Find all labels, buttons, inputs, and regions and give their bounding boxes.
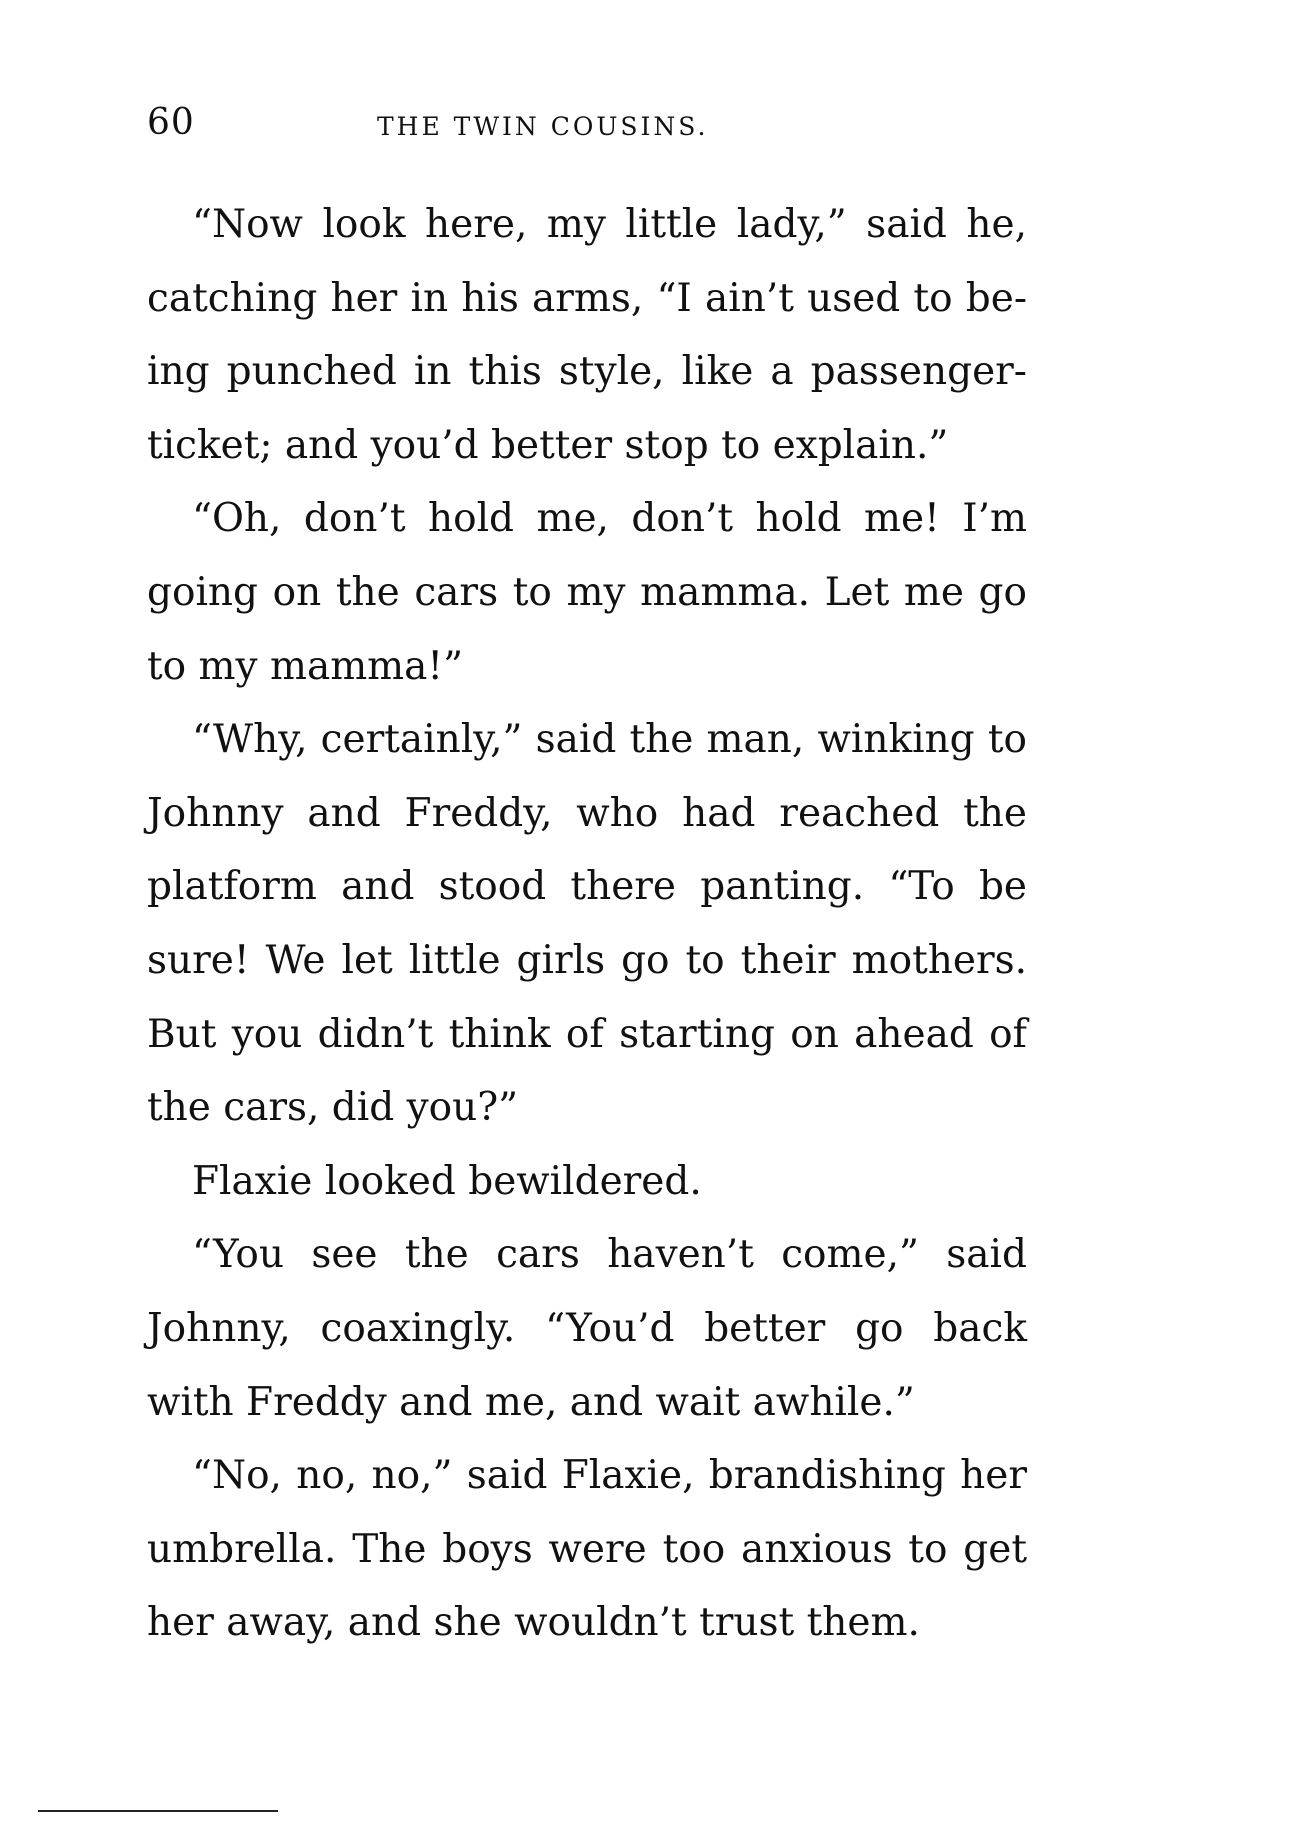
footer-rule bbox=[38, 1810, 278, 1812]
paragraph-5: “You see the cars haven’t come,” said Johnny, coaxingly. “You’d better go back with Freddy and me, and wait awhile.” bbox=[147, 1232, 1027, 1425]
running-title: THE TWIN COUSINS. bbox=[377, 112, 709, 141]
paragraph-2: “Oh, don’t hold me, don’t hold me! I’m going on the cars to my mamma. Let me go to my mamma!” bbox=[147, 496, 1027, 689]
body-text bbox=[147, 188, 1027, 1660]
paragraph-3: “Why, certainly,” said the man, winking to Johnny and Freddy, who had reached the platform and stood there panting. “To be sure! We let little girls go to their mothers. But you didn’t think of starting on ahead of the cars, did you?” bbox=[147, 717, 1027, 1131]
paragraph-4: Flaxie looked bewildered. bbox=[192, 1158, 702, 1204]
page-number: 60 bbox=[147, 102, 195, 143]
paragraph-6: “No, no, no,” said Flaxie, brandishing her umbrella. The boys were too anxious to get her away, and she wouldn’t trust them. bbox=[147, 1453, 1027, 1646]
page-header bbox=[147, 92, 1027, 152]
paragraph-1: “Now look here, my little lady,” said he, catching her in his arms, “I ain’t used to being punched in this style, like a passenger-ticket; and you’d better stop to explain.” bbox=[147, 202, 1027, 468]
